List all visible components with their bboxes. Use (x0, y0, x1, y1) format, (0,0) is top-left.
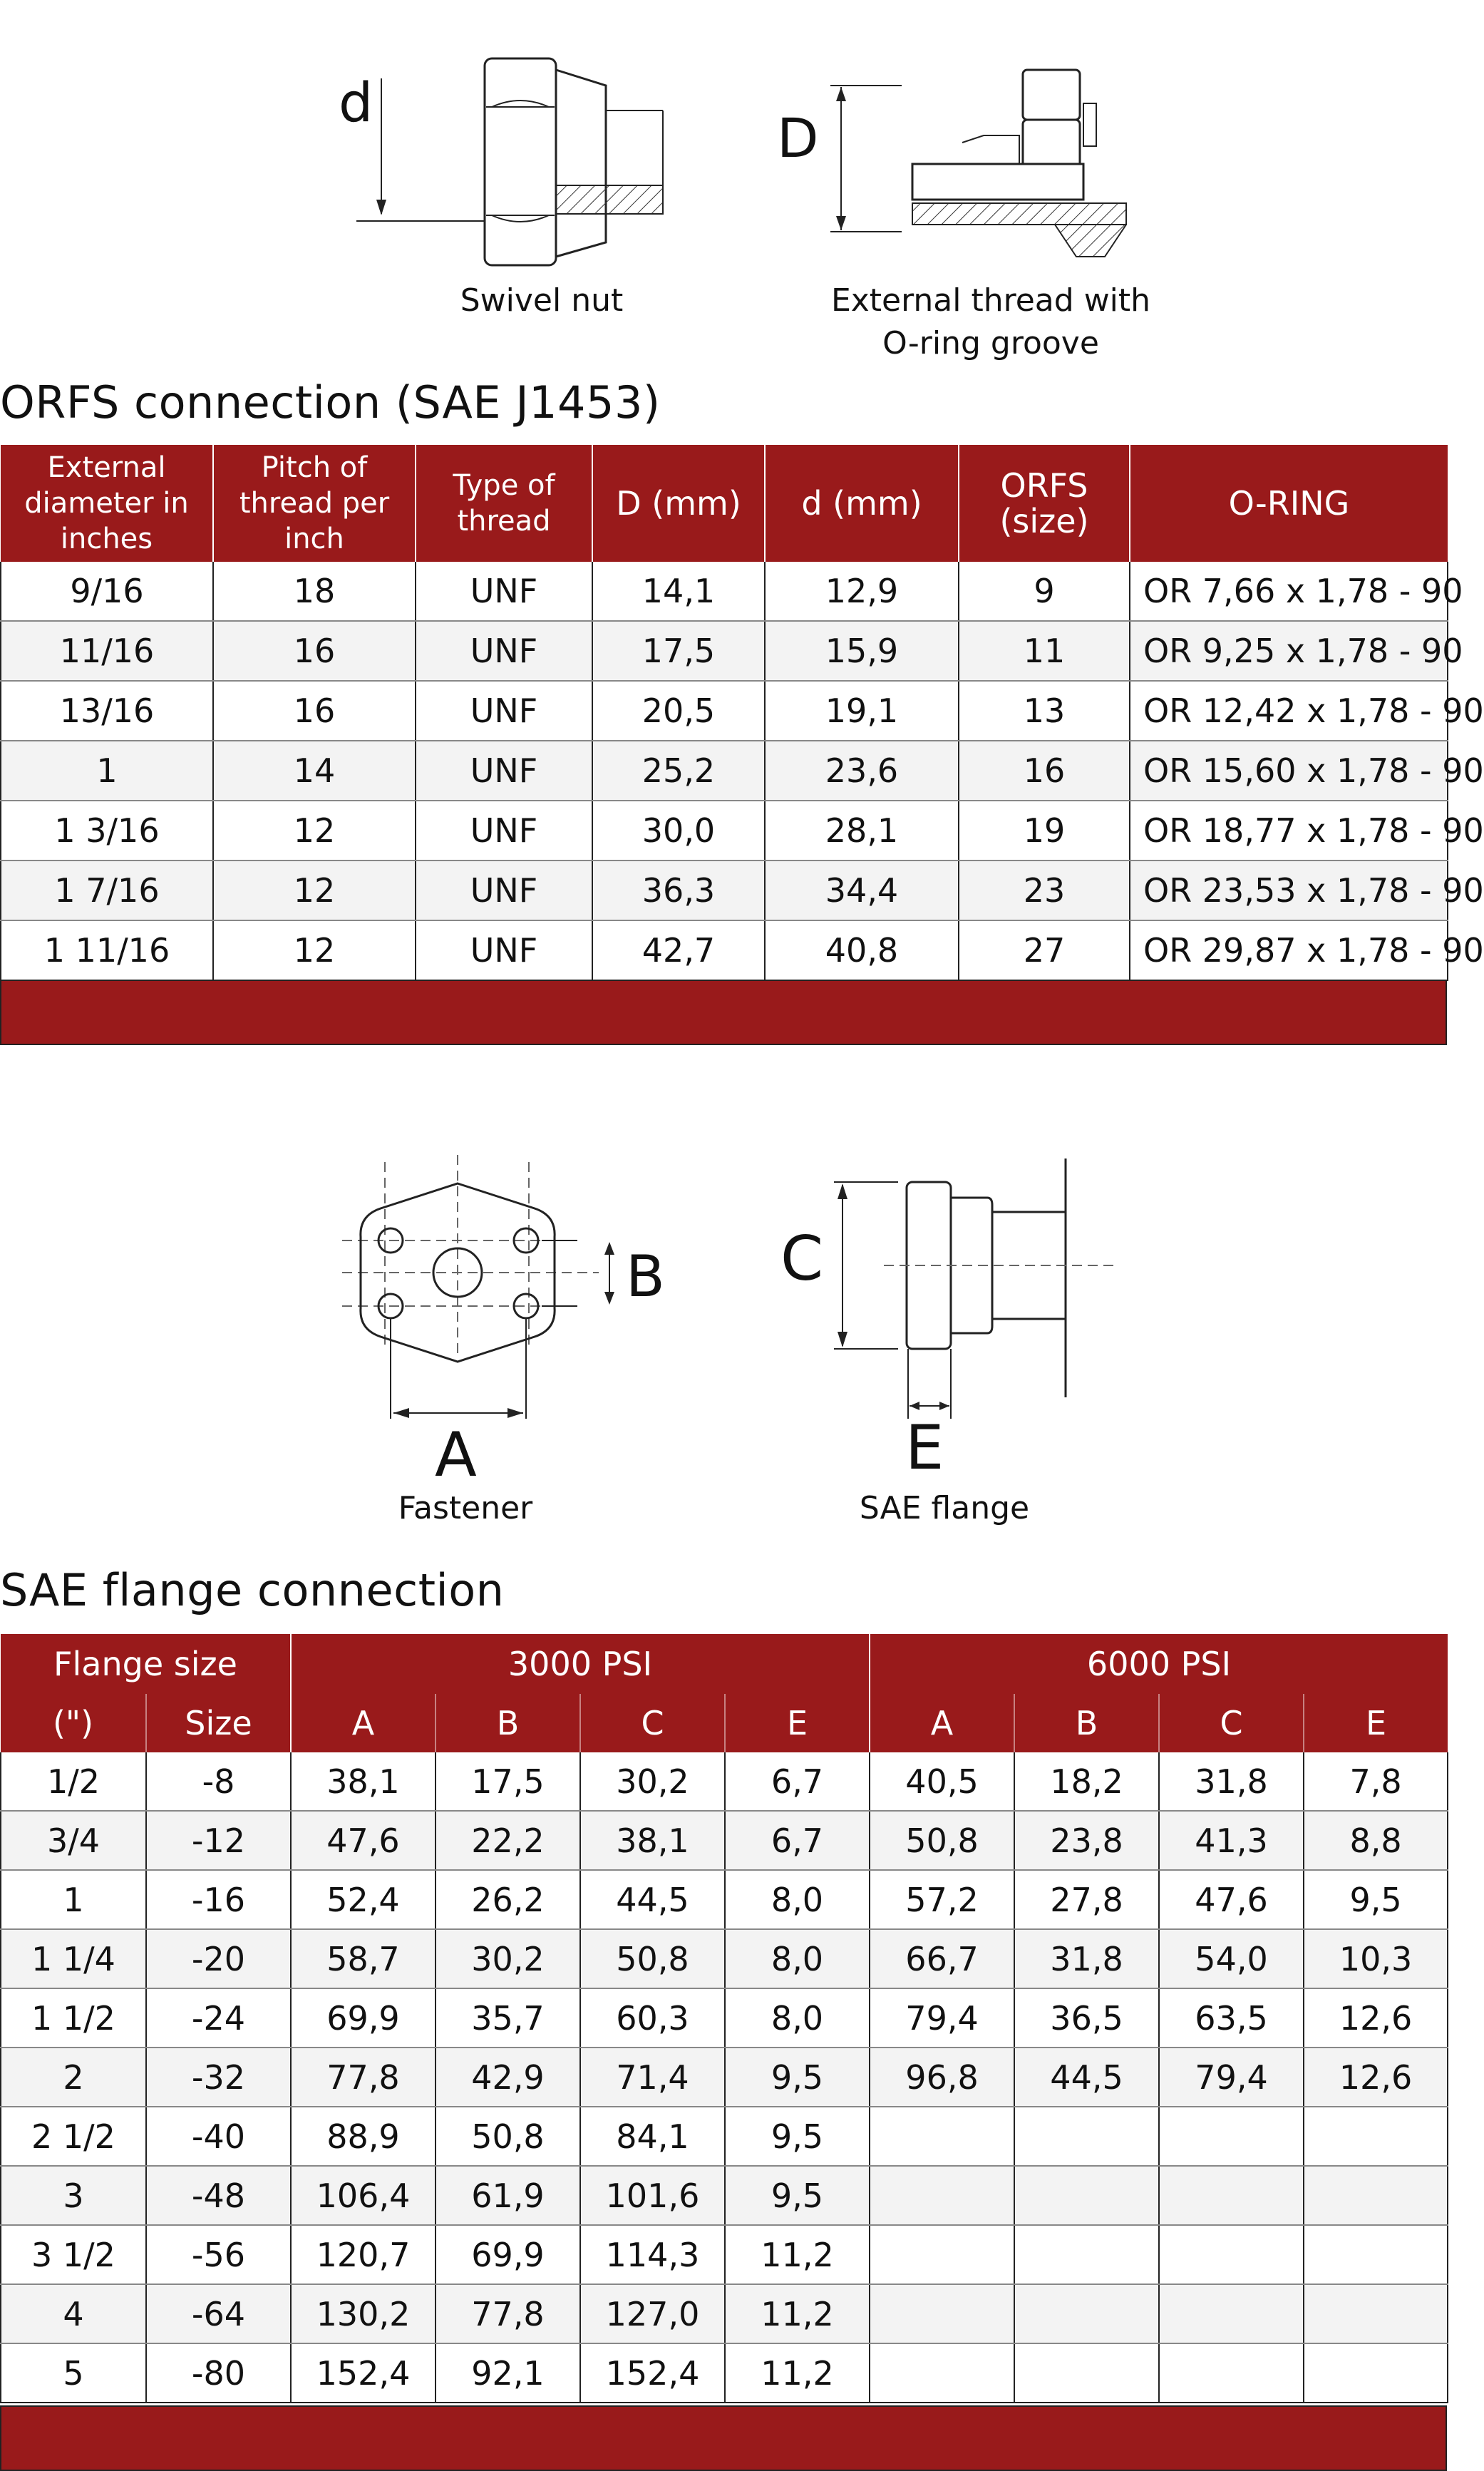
sae-cell: 92,1 (436, 2343, 580, 2403)
sae-cell: 36,5 (1014, 1988, 1159, 2048)
sae-cell: 9,5 (1304, 1870, 1448, 1929)
orfs-cell: 14 (213, 741, 416, 801)
orfs-header-oring: O-RING (1130, 445, 1448, 562)
orfs-cell: UNF (416, 562, 592, 621)
sae-cell (870, 2107, 1014, 2166)
sae-cell: 8,0 (725, 1929, 870, 1988)
sae-cell: -32 (146, 2048, 291, 2107)
external-thread-D-label: D (777, 106, 819, 170)
sae-cell: 60,3 (580, 1988, 725, 2048)
table-row (1, 1811, 1448, 1870)
orfs-cell: 13 (959, 681, 1130, 741)
sae-cell (1014, 2343, 1159, 2403)
sae-cell: 11,2 (725, 2225, 870, 2284)
sae-cell: 84,1 (580, 2107, 725, 2166)
sae-cell: 22,2 (436, 1811, 580, 1870)
orfs-cell: 11/16 (1, 621, 213, 681)
table-row (1, 2048, 1448, 2107)
fastener-B-label: B (626, 1243, 665, 1310)
sae-cell: 38,1 (291, 1752, 436, 1811)
sae-cell: 69,9 (291, 1988, 436, 2048)
orfs-cell: OR 23,53 x 1,78 - 90 (1130, 861, 1448, 920)
sae-cell: 10,3 (1304, 1929, 1448, 1988)
sae-cell (1014, 2107, 1159, 2166)
sae-cell: 38,1 (580, 1811, 725, 1870)
sae-cell: 54,0 (1159, 1929, 1304, 1988)
sae-cell: 58,7 (291, 1929, 436, 1988)
sae-cell: 44,5 (1014, 2048, 1159, 2107)
sae-cell (1304, 2225, 1448, 2284)
sae-header-row-1 (1, 1634, 1448, 1694)
sae-cell: 71,4 (580, 2048, 725, 2107)
orfs-cell: 23,6 (765, 741, 959, 801)
sae-cell: 9,5 (725, 2166, 870, 2225)
orfs-cell: 17,5 (592, 621, 765, 681)
sae-cell: -16 (146, 1870, 291, 1929)
sae-flange-diagram (777, 1155, 1133, 1483)
table-row (1, 861, 1448, 920)
orfs-cell: 1 3/16 (1, 801, 213, 861)
external-thread-diagram (770, 57, 1126, 271)
sae-cell: 50,8 (436, 2107, 580, 2166)
orfs-footer-bar (0, 980, 1447, 1045)
orfs-cell: OR 9,25 x 1,78 - 90 (1130, 621, 1448, 681)
orfs-section-title: ORFS connection (SAE J1453) (0, 376, 661, 428)
sae-cell: 66,7 (870, 1929, 1014, 1988)
sae-footer-bar (0, 2405, 1447, 2471)
orfs-cell: 15,9 (765, 621, 959, 681)
sae-flange-E-label: E (905, 1412, 944, 1484)
sae-flange-caption: SAE flange (859, 1490, 1030, 1526)
orfs-cell: OR 15,60 x 1,78 - 90 (1130, 741, 1448, 801)
orfs-cell: 9 (959, 562, 1130, 621)
sae-cell: 1 1/2 (1, 1988, 146, 2048)
table-row (1, 621, 1448, 681)
sae-cell: 1 (1, 1870, 146, 1929)
orfs-header-ext-diameter: External diameter in inches (1, 445, 213, 562)
orfs-cell: 42,7 (592, 920, 765, 980)
sae-header-row-2 (1, 1694, 1448, 1752)
table-row (1, 2166, 1448, 2225)
sae-cell: -20 (146, 1929, 291, 1988)
sae-cell: 3 (1, 2166, 146, 2225)
sae-header-6000-b: B (1014, 1694, 1159, 1752)
orfs-header-row (1, 445, 1448, 562)
sae-cell (1304, 2284, 1448, 2343)
sae-cell: 152,4 (291, 2343, 436, 2403)
sae-cell: 47,6 (1159, 1870, 1304, 1929)
fastener-caption: Fastener (398, 1490, 533, 1526)
sae-cell: 2 (1, 2048, 146, 2107)
orfs-cell: 25,2 (592, 741, 765, 801)
orfs-cell: OR 29,87 x 1,78 - 90 (1130, 920, 1448, 980)
orfs-table (0, 445, 1484, 981)
sae-cell: 12,6 (1304, 1988, 1448, 2048)
sae-cell: 6,7 (725, 1752, 870, 1811)
sae-cell (1014, 2166, 1159, 2225)
orfs-cell: UNF (416, 920, 592, 980)
sae-cell: 35,7 (436, 1988, 580, 2048)
orfs-cell: 16 (213, 621, 416, 681)
sae-cell: 127,0 (580, 2284, 725, 2343)
table-row (1, 562, 1448, 621)
sae-cell: 77,8 (291, 2048, 436, 2107)
sae-cell: 27,8 (1014, 1870, 1159, 1929)
sae-header-3000psi: 3000 PSI (291, 1634, 870, 1694)
orfs-cell: 11 (959, 621, 1130, 681)
sae-cell: 4 (1, 2284, 146, 2343)
sae-cell: 130,2 (291, 2284, 436, 2343)
sae-header-flange-size: Flange size (1, 1634, 291, 1694)
orfs-cell: 18 (213, 562, 416, 621)
table-row (1, 2225, 1448, 2284)
table-row (1, 2343, 1448, 2403)
sae-cell: 18,2 (1014, 1752, 1159, 1811)
sae-cell (1304, 2343, 1448, 2403)
orfs-cell: 9/16 (1, 562, 213, 621)
orfs-cell: 12 (213, 920, 416, 980)
sae-cell: 8,8 (1304, 1811, 1448, 1870)
sae-cell (1304, 2166, 1448, 2225)
sae-cell: 1/2 (1, 1752, 146, 1811)
orfs-cell: 28,1 (765, 801, 959, 861)
orfs-cell: UNF (416, 681, 592, 741)
orfs-cell: 27 (959, 920, 1130, 980)
sae-cell (870, 2343, 1014, 2403)
sae-cell: 61,9 (436, 2166, 580, 2225)
table-row (1, 920, 1448, 980)
orfs-cell: OR 7,66 x 1,78 - 90 (1130, 562, 1448, 621)
sae-cell: 57,2 (870, 1870, 1014, 1929)
sae-cell: 1 1/4 (1, 1929, 146, 1988)
sae-header-size: Size (146, 1694, 291, 1752)
orfs-header-pitch: Pitch of thread per inch (213, 445, 416, 562)
sae-cell: -80 (146, 2343, 291, 2403)
sae-header-3000-b: B (436, 1694, 580, 1752)
sae-cell: -40 (146, 2107, 291, 2166)
sae-cell: 30,2 (580, 1752, 725, 1811)
sae-cell: -12 (146, 1811, 291, 1870)
orfs-header-d: d (mm) (765, 445, 959, 562)
orfs-cell: 20,5 (592, 681, 765, 741)
orfs-cell: 23 (959, 861, 1130, 920)
sae-cell (1159, 2284, 1304, 2343)
orfs-cell: 12,9 (765, 562, 959, 621)
table-row (1, 1870, 1448, 1929)
sae-cell: 8,0 (725, 1988, 870, 2048)
sae-header-6000psi: 6000 PSI (870, 1634, 1448, 1694)
sae-cell: -8 (146, 1752, 291, 1811)
orfs-cell: 16 (213, 681, 416, 741)
table-row (1, 741, 1448, 801)
table-row (1, 1929, 1448, 1988)
table-row (1, 1752, 1448, 1811)
orfs-cell: 40,8 (765, 920, 959, 980)
sae-cell (1159, 2107, 1304, 2166)
sae-header-3000-c: C (580, 1694, 725, 1752)
sae-cell: 50,8 (580, 1929, 725, 1988)
sae-cell: 152,4 (580, 2343, 725, 2403)
sae-cell: 96,8 (870, 2048, 1014, 2107)
sae-cell: 63,5 (1159, 1988, 1304, 2048)
sae-cell: -56 (146, 2225, 291, 2284)
sae-cell: 69,9 (436, 2225, 580, 2284)
orfs-cell: 30,0 (592, 801, 765, 861)
swivel-nut-d-label: d (339, 71, 373, 134)
sae-cell: 3/4 (1, 1811, 146, 1870)
sae-cell: 11,2 (725, 2284, 870, 2343)
sae-cell: 30,2 (436, 1929, 580, 1988)
sae-header-inch: (") (1, 1694, 146, 1752)
sae-cell: 50,8 (870, 1811, 1014, 1870)
swivel-nut-diagram (321, 50, 691, 285)
orfs-cell: UNF (416, 801, 592, 861)
orfs-cell: UNF (416, 741, 592, 801)
sae-header-6000-c: C (1159, 1694, 1304, 1752)
sae-cell: 6,7 (725, 1811, 870, 1870)
sae-cell: 106,4 (291, 2166, 436, 2225)
orfs-cell: 34,4 (765, 861, 959, 920)
orfs-header-orfs-size: ORFS (size) (959, 445, 1130, 562)
orfs-cell: 1 7/16 (1, 861, 213, 920)
orfs-header-D: D (mm) (592, 445, 765, 562)
sae-cell: 120,7 (291, 2225, 436, 2284)
sae-cell: 23,8 (1014, 1811, 1159, 1870)
sae-header-6000-a: A (870, 1694, 1014, 1752)
fastener-diagram (328, 1148, 684, 1491)
orfs-cell: 1 11/16 (1, 920, 213, 980)
sae-cell: 114,3 (580, 2225, 725, 2284)
sae-cell: -48 (146, 2166, 291, 2225)
sae-cell: 88,9 (291, 2107, 436, 2166)
sae-cell: 77,8 (436, 2284, 580, 2343)
sae-cell (870, 2225, 1014, 2284)
orfs-cell: OR 18,77 x 1,78 - 90 (1130, 801, 1448, 861)
sae-cell: 2 1/2 (1, 2107, 146, 2166)
table-row (1, 681, 1448, 741)
fastener-A-label: A (435, 1419, 477, 1491)
sae-cell: 41,3 (1159, 1811, 1304, 1870)
table-row (1, 1988, 1448, 2048)
sae-cell (1014, 2225, 1159, 2284)
sae-cell (1159, 2225, 1304, 2284)
orfs-cell: 12 (213, 801, 416, 861)
orfs-cell: 14,1 (592, 562, 765, 621)
table-row (1, 801, 1448, 861)
sae-flange-C-label: C (780, 1223, 824, 1295)
sae-cell: 101,6 (580, 2166, 725, 2225)
table-row (1, 2284, 1448, 2343)
orfs-cell: 36,3 (592, 861, 765, 920)
sae-cell: 44,5 (580, 1870, 725, 1929)
sae-cell (1159, 2166, 1304, 2225)
sae-cell (1304, 2107, 1448, 2166)
orfs-cell: 19,1 (765, 681, 959, 741)
orfs-cell: UNF (416, 861, 592, 920)
sae-cell: 17,5 (436, 1752, 580, 1811)
sae-cell: 9,5 (725, 2107, 870, 2166)
sae-cell (1014, 2284, 1159, 2343)
sae-cell (1159, 2343, 1304, 2403)
orfs-cell: 19 (959, 801, 1130, 861)
sae-cell: 79,4 (870, 1988, 1014, 2048)
sae-table (0, 1634, 1448, 2403)
orfs-cell: 12 (213, 861, 416, 920)
sae-cell: -24 (146, 1988, 291, 2048)
orfs-cell: 1 (1, 741, 213, 801)
orfs-cell: UNF (416, 621, 592, 681)
sae-cell: 42,9 (436, 2048, 580, 2107)
sae-cell: 11,2 (725, 2343, 870, 2403)
sae-cell: 8,0 (725, 1870, 870, 1929)
orfs-cell: OR 12,42 x 1,78 - 90 (1130, 681, 1448, 741)
sae-header-3000-a: A (291, 1694, 436, 1752)
sae-cell: 5 (1, 2343, 146, 2403)
table-row (1, 2107, 1448, 2166)
orfs-cell: 16 (959, 741, 1130, 801)
external-thread-caption-line2: O-ring groove (882, 325, 1099, 361)
orfs-cell: 13/16 (1, 681, 213, 741)
external-thread-caption-line1: External thread with (830, 282, 1151, 319)
sae-cell: 79,4 (1159, 2048, 1304, 2107)
sae-cell: 9,5 (725, 2048, 870, 2107)
sae-cell: 47,6 (291, 1811, 436, 1870)
swivel-nut-caption: Swivel nut (460, 282, 624, 319)
sae-cell: 7,8 (1304, 1752, 1448, 1811)
sae-cell: -64 (146, 2284, 291, 2343)
sae-cell: 40,5 (870, 1752, 1014, 1811)
sae-header-3000-e: E (725, 1694, 870, 1752)
sae-cell: 52,4 (291, 1870, 436, 1929)
sae-header-6000-e: E (1304, 1694, 1448, 1752)
sae-section-title: SAE flange connection (0, 1564, 505, 1616)
sae-cell: 31,8 (1159, 1752, 1304, 1811)
orfs-header-type: Type of thread (416, 445, 592, 562)
sae-cell: 26,2 (436, 1870, 580, 1929)
sae-cell (870, 2166, 1014, 2225)
sae-cell: 31,8 (1014, 1929, 1159, 1988)
sae-cell: 3 1/2 (1, 2225, 146, 2284)
sae-cell: 12,6 (1304, 2048, 1448, 2107)
sae-cell (870, 2284, 1014, 2343)
